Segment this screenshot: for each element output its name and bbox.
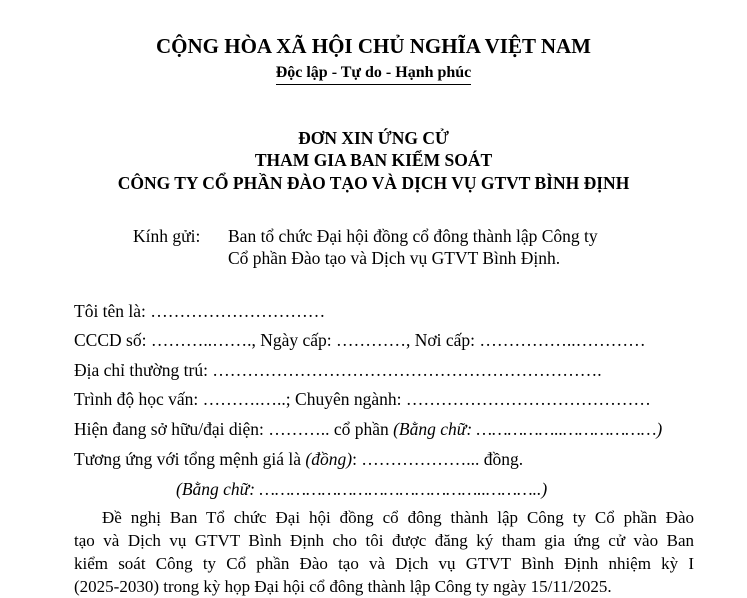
- document-title: ĐƠN XIN ỨNG CỬ: [298, 128, 449, 148]
- education-field: [74, 389, 651, 410]
- motto-text: Độc lập - Tự do - Hạnh phúc: [276, 64, 472, 85]
- par-value-amount: : ………………... đồng.: [352, 449, 524, 469]
- par-value-in-words: (Bằng chữ: ……………………………………..………..): [176, 479, 548, 499]
- par-value-field: [74, 449, 523, 470]
- par-value-label: Tương ứng với tổng mệnh giá là: [74, 449, 302, 469]
- recipient-label: Kính gửi:: [133, 226, 201, 246]
- request-paragraph-line-4: (2025-2030) trong kỳ họp Đại hội cổ đông thành lập Công ty ngày 15/11/2025.: [74, 577, 612, 596]
- shares-in-words: (Bằng chữ: ……………..………………): [393, 419, 663, 439]
- company-name: CÔNG TY CỔ PHẦN ĐÀO TẠO VÀ DỊCH VỤ GTVT BÌNH ĐỊNH: [117, 173, 630, 193]
- country-name: CỘNG HÒA XÃ HỘI CHỦ NGHĨA VIỆT NAM: [155, 34, 592, 58]
- education-level: Trình độ học vấn: ……….…..;: [74, 389, 291, 409]
- document-subtitle: THAM GIA BAN KIỂM SOÁT: [254, 150, 493, 170]
- id-card-field: CCCD số: ………..……., Ngày cấp: …………, Nơi cấp: ……………..…………: [74, 330, 646, 350]
- address-field: Địa chỉ thường trú: ………………………………………………………….: [74, 360, 602, 380]
- shares-field: [74, 419, 662, 440]
- request-paragraph-line-1: Đề nghị Ban Tổ chức Đại hội đồng cổ đông thành lập Công ty Cổ phần Đào: [102, 508, 694, 527]
- request-paragraph-line-3: kiểm soát Công ty Cổ phần Đào tạo và Dịch vụ GTVT Bình Định nhiệm kỳ I: [74, 554, 694, 573]
- motto: [0, 64, 747, 85]
- major: Chuyên ngành: ……………………………………: [295, 389, 651, 409]
- par-value-unit: (đồng): [305, 449, 353, 469]
- name-field: Tôi tên là: …………………………: [74, 301, 326, 321]
- request-paragraph-line-2: tạo và Dịch vụ GTVT Bình Định cho tôi được đăng ký tham gia ứng cử vào Ban: [74, 531, 694, 550]
- recipient-line-2: Cổ phần Đào tạo và Dịch vụ GTVT Bình Định.: [228, 248, 561, 268]
- shares-owned: Hiện đang sở hữu/đại diện: ……….. cổ phần: [74, 419, 389, 439]
- recipient-line-1: Ban tổ chức Đại hội đồng cổ đông thành lập Công ty: [228, 226, 598, 246]
